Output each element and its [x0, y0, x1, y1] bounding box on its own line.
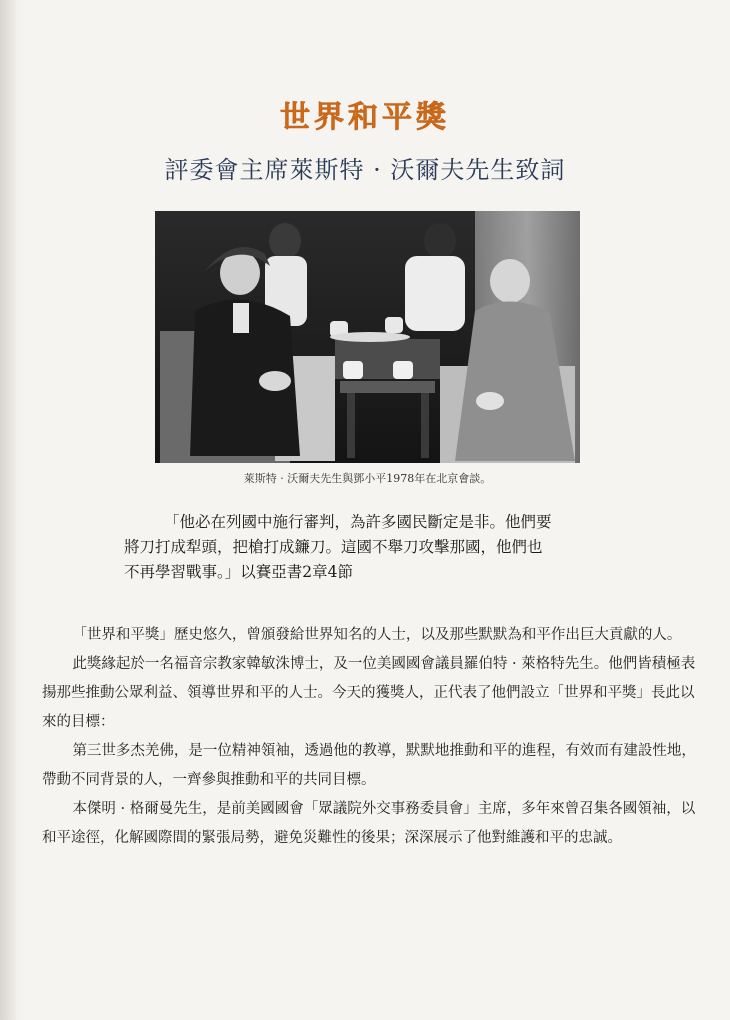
paragraph: 此獎緣起於一名福音宗教家韓敏洙博士，及一位美國國會議員羅伯特 · 萊格特先生。他們皆積極表揚那些推動公眾利益、領導世界和平的人士。今天的獲獎人，正代表了他們設立「世界和平獎」長此以來的目標：	[42, 656, 696, 730]
photo-caption: 萊斯特 · 沃爾夫先生與鄧小平1978年在北京會談。	[243, 472, 492, 485]
historical-photo	[155, 211, 580, 463]
quote-line: 將刀打成犁頭，把槍打成鐮刀。這國不舉刀攻擊那國，他們也	[124, 538, 543, 556]
scripture-quote	[124, 510, 624, 585]
quote-line: 「他必在列國中施行審判，為許多國民斷定是非。他們要	[164, 513, 552, 531]
quote-line: 不再學習戰事。」以賽亞書2章4節	[124, 563, 353, 581]
speech-body	[42, 621, 697, 853]
paragraph: 本傑明 · 格爾曼先生，是前美國國會「眾議院外交事務委員會」主席，多年來曾召集各國領袖，以和平途徑，化解國際間的緊張局勢，避免災難性的後果；深深展示了他對維護和平的忠誠。	[42, 801, 696, 846]
paragraph: 「世界和平獎」歷史悠久，曾頒發給世界知名的人士，以及那些默默為和平作出巨大貢獻的人。	[72, 627, 682, 643]
paragraph: 第三世多杰羌佛，是一位精神領袖，透過他的教導，默默地推動和平的進程，有效而有建設性地，帶動不同背景的人，一齊參與推動和平的共同目標。	[42, 743, 696, 788]
page-title: 世界和平獎	[280, 100, 450, 135]
page-subtitle: 評委會主席萊斯特 · 沃爾夫先生致詞	[164, 156, 566, 184]
